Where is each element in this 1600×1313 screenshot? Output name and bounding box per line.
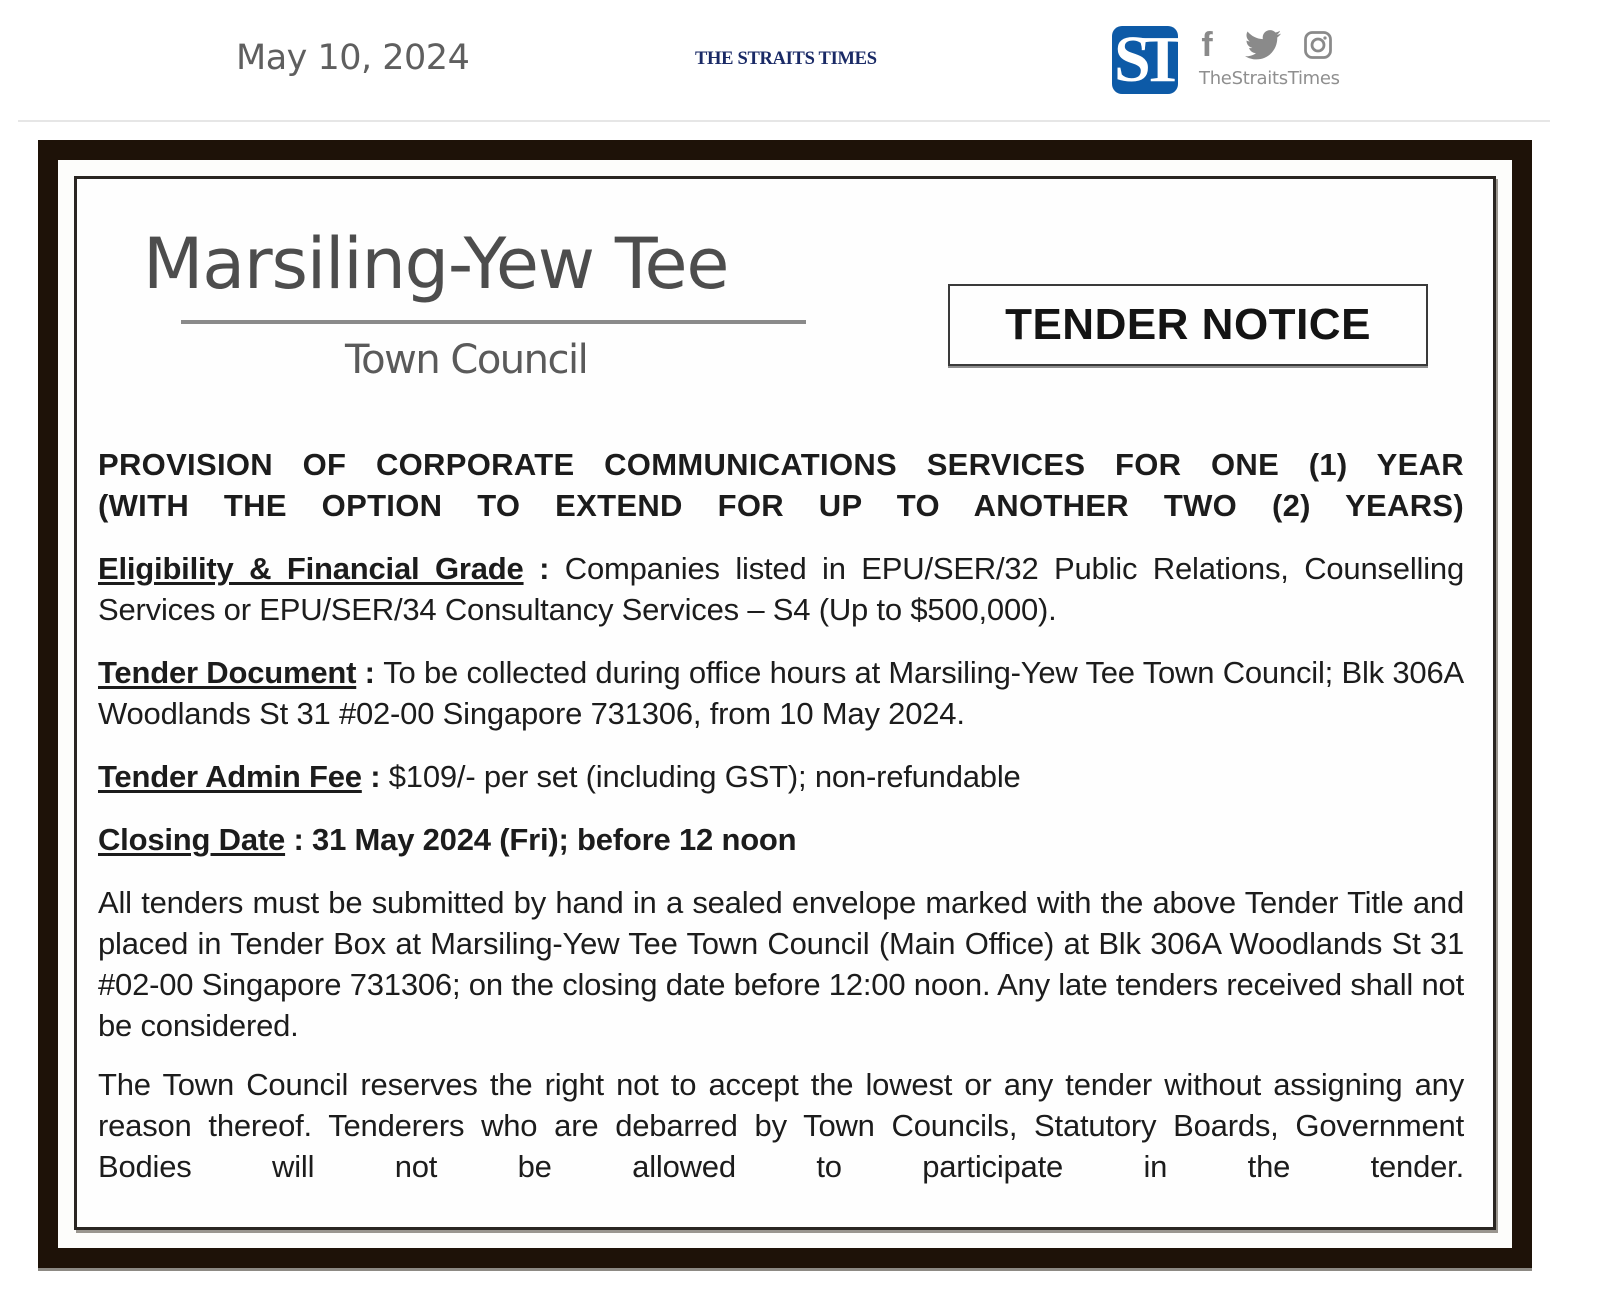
header-divider bbox=[18, 120, 1550, 122]
closing-date-text: 31 May 2024 (Fri); before 12 noon bbox=[312, 822, 797, 857]
submission-paragraph: All tenders must be submitted by hand in a sealed envelope marked with the above Tender Title and placed in Tender Box at Marsiling-Yew Tee Town Council (Main Office) at Blk 306A Woodlands St 31 #02-00 Singapore 731306; on the closing date before 12:00 noon. Any late tenders received shall not be considered. bbox=[98, 885, 1464, 1043]
closing-date-separator: : bbox=[285, 822, 313, 857]
masthead-logo[interactable]: THE STRAITS TIMES bbox=[695, 49, 877, 69]
publish-date: May 10, 2024 bbox=[236, 38, 470, 78]
eligibility-separator: : bbox=[523, 551, 565, 586]
twitter-icon[interactable] bbox=[1244, 28, 1282, 62]
admin-fee-text: $109/- per set (including GST); non-refundable bbox=[388, 759, 1021, 794]
tender-title-line-2: (WITH THE OPTION TO EXTEND FOR UP TO ANOTHER TWO (2) YEARS) bbox=[98, 488, 1464, 523]
closing-date-label: Closing Date bbox=[98, 822, 286, 857]
reservation-paragraph: The Town Council reserves the right not to accept the lowest or any tender without assigning any reason thereof. Tenderers who are debarred by Town Councils, Statutory Boards, Government Bodies will not be allowed to participate in the tender. bbox=[98, 1067, 1464, 1184]
tender-document-separator: : bbox=[356, 655, 384, 690]
eligibility-paragraph bbox=[98, 548, 1464, 630]
st-logo[interactable] bbox=[1112, 26, 1178, 94]
council-name: Marsiling-Yew Tee bbox=[143, 223, 729, 305]
tender-notice-badge bbox=[948, 284, 1428, 366]
page-header bbox=[0, 0, 1600, 122]
notice-body bbox=[98, 444, 1464, 1187]
social-handle[interactable]: TheStraitsTimes bbox=[1199, 68, 1340, 89]
council-subtitle: Town Council bbox=[345, 337, 588, 383]
closing-date-paragraph bbox=[98, 819, 1464, 860]
tender-document-paragraph bbox=[98, 652, 1464, 734]
admin-fee-label: Tender Admin Fee bbox=[98, 759, 362, 794]
tender-title-line-1: PROVISION OF CORPORATE COMMUNICATIONS SERVICES FOR ONE (1) YEAR bbox=[98, 447, 1464, 482]
instagram-icon[interactable] bbox=[1302, 28, 1334, 62]
tender-notice-inner-border bbox=[74, 176, 1496, 1230]
admin-fee-separator: : bbox=[361, 759, 389, 794]
eligibility-label: Eligibility & Financial Grade bbox=[98, 551, 524, 586]
tender-notice-frame bbox=[38, 140, 1532, 1268]
tender-notice-label: TENDER NOTICE bbox=[1005, 300, 1371, 349]
st-logo-text: ST bbox=[1114, 26, 1175, 94]
admin-fee-paragraph bbox=[98, 756, 1464, 797]
tender-document-text: To be collected during office hours at Marsiling-Yew Tee Town Council; Blk 306A Woodlands St 31 #02-00 Singapore 731306, from 10 May 2024. bbox=[98, 655, 1464, 731]
council-underline bbox=[181, 320, 806, 324]
facebook-icon[interactable]: f bbox=[1201, 25, 1213, 64]
eligibility-text: Companies listed in EPU/SER/32 Public Relations, Counselling Services or EPU/SER/34 Consultancy Services – S4 (Up to $500,000). bbox=[98, 551, 1464, 627]
tender-document-label: Tender Document bbox=[98, 655, 357, 690]
